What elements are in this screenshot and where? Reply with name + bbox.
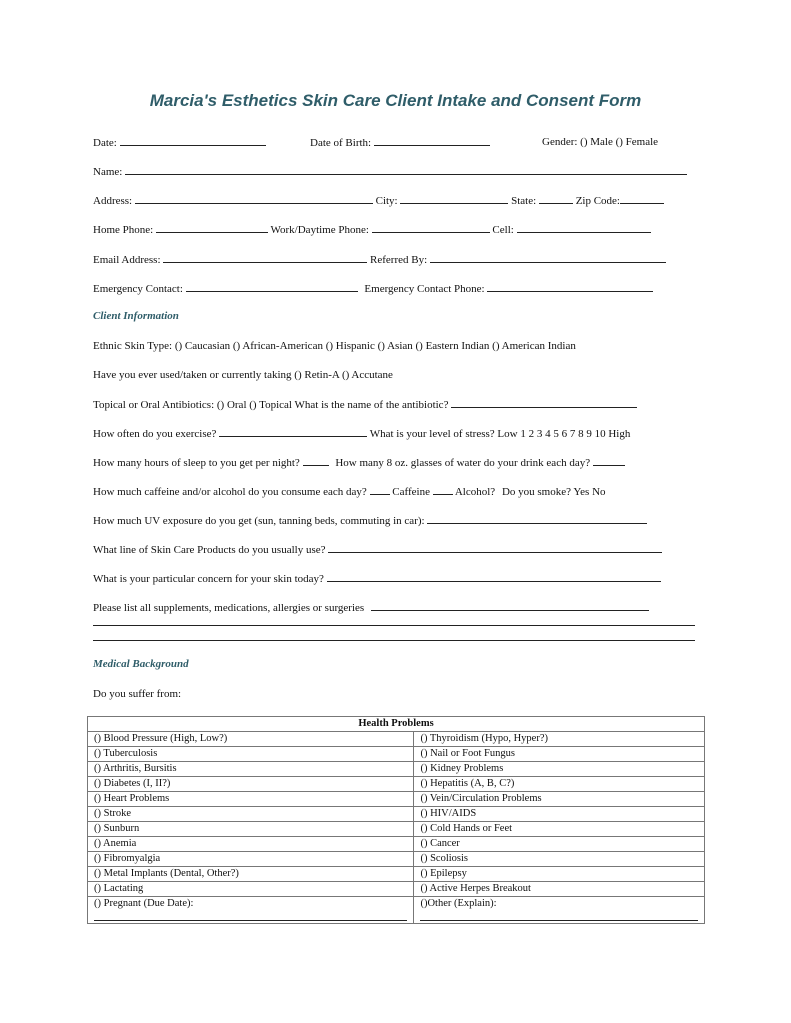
medical-heading: Medical Background bbox=[93, 658, 189, 670]
stress-scale[interactable]: What is your level of stress? Low 1 2 3 4 5 6 7 8 9 10 High bbox=[369, 428, 631, 440]
antibiotics-label: Topical or Oral Antibiotics: () Oral () Topical What is the name of the antibiotic? bbox=[93, 399, 449, 411]
health-problem-option-right[interactable]: () Scoliosis bbox=[414, 852, 705, 867]
health-problem-option-right[interactable]: () Hepatitis (A, B, C?) bbox=[414, 777, 705, 792]
table-row bbox=[88, 837, 705, 852]
row-phones bbox=[93, 222, 651, 237]
table-row bbox=[88, 747, 705, 762]
supplements-field[interactable] bbox=[371, 600, 649, 611]
uv-field[interactable] bbox=[427, 513, 647, 524]
row-antibiotics bbox=[93, 397, 637, 412]
row-caffeine bbox=[93, 484, 606, 499]
row-address bbox=[93, 193, 664, 208]
cell-label: Cell: bbox=[492, 224, 514, 236]
state-field[interactable] bbox=[539, 193, 573, 204]
table-row bbox=[88, 867, 705, 882]
table-row bbox=[88, 732, 705, 747]
row-supplements bbox=[93, 600, 649, 615]
home-phone-label: Home Phone: bbox=[93, 224, 154, 236]
health-problem-option-right[interactable]: () HIV/AIDS bbox=[414, 807, 705, 822]
health-problem-option-right[interactable]: () Epilepsy bbox=[414, 867, 705, 882]
health-problem-option-right[interactable]: () Kidney Problems bbox=[414, 762, 705, 777]
antibiotic-name-field[interactable] bbox=[451, 397, 637, 408]
health-problems-body bbox=[88, 732, 705, 924]
concern-field[interactable] bbox=[327, 571, 661, 582]
health-problem-option-right[interactable]: () Nail or Foot Fungus bbox=[414, 747, 705, 762]
smoke-question[interactable]: Do you smoke? Yes No bbox=[501, 486, 606, 498]
cell-field[interactable] bbox=[517, 222, 651, 233]
caffeine-field[interactable] bbox=[370, 484, 390, 495]
health-problem-label: () Pregnant (Due Date): bbox=[94, 898, 194, 909]
emergency-phone-field[interactable] bbox=[487, 281, 653, 292]
health-problem-option-left[interactable]: () Lactating bbox=[88, 882, 414, 897]
zip-label: Zip Code: bbox=[575, 195, 620, 207]
row-dob bbox=[310, 135, 490, 150]
table-header-row bbox=[88, 717, 705, 732]
uv-label: How much UV exposure do you get (sun, tanning beds, commuting in car): bbox=[93, 515, 425, 527]
suffer-label: Do you suffer from: bbox=[93, 688, 182, 700]
due-date-field[interactable] bbox=[94, 912, 407, 921]
health-problem-option-right[interactable]: () Vein/Circulation Problems bbox=[414, 792, 705, 807]
table-row bbox=[88, 762, 705, 777]
other-explain-field[interactable] bbox=[420, 912, 698, 921]
health-problem-option-right[interactable]: () Active Herpes Breakout bbox=[414, 882, 705, 897]
state-label: State: bbox=[511, 195, 537, 207]
row-emergency bbox=[93, 281, 653, 296]
caffeine-question: How much caffeine and/or alcohol do you consume each day? bbox=[93, 486, 367, 498]
health-problems-table bbox=[87, 716, 705, 924]
table-row bbox=[88, 882, 705, 897]
name-label: Name: bbox=[93, 166, 123, 178]
health-problem-option-left[interactable]: () Anemia bbox=[88, 837, 414, 852]
row-email bbox=[93, 252, 666, 267]
table-row bbox=[88, 852, 705, 867]
health-problem-label: ()Other (Explain): bbox=[420, 898, 497, 909]
ethnic-skin-type[interactable]: Ethnic Skin Type: () Caucasian () African-American () Hispanic () Asian () Eastern Indian () American Indian bbox=[93, 340, 576, 352]
address-label: Address: bbox=[93, 195, 133, 207]
table-row bbox=[88, 822, 705, 837]
health-problem-option-left[interactable]: () Metal Implants (Dental, Other?) bbox=[88, 867, 414, 882]
gender-options[interactable]: Gender: () Male () Female bbox=[542, 136, 659, 148]
work-phone-field[interactable] bbox=[372, 222, 490, 233]
products-field[interactable] bbox=[328, 542, 662, 553]
row-products bbox=[93, 542, 662, 557]
exercise-label: How often do you exercise? bbox=[93, 428, 217, 440]
row-concern bbox=[93, 571, 661, 586]
row-sleep bbox=[93, 455, 625, 470]
row-uv bbox=[93, 513, 647, 528]
dob-field[interactable] bbox=[374, 135, 490, 146]
row-name bbox=[93, 164, 687, 179]
dob-label: Date of Birth: bbox=[310, 137, 372, 149]
work-phone-label: Work/Daytime Phone: bbox=[270, 224, 369, 236]
city-label: City: bbox=[375, 195, 398, 207]
name-field[interactable] bbox=[125, 164, 687, 175]
table-row bbox=[88, 807, 705, 822]
alcohol-label: Alcohol? bbox=[454, 486, 496, 498]
caffeine-label: Caffeine bbox=[392, 486, 430, 498]
products-label: What line of Skin Care Products do you usually use? bbox=[93, 544, 326, 556]
health-problem-option-right[interactable]: () Thyroidism (Hypo, Hyper?) bbox=[414, 732, 705, 747]
concern-label: What is your particular concern for your skin today? bbox=[93, 573, 324, 585]
table-row bbox=[88, 792, 705, 807]
water-label: How many 8 oz. glasses of water do your drink each day? bbox=[335, 457, 591, 469]
health-problem-option-left[interactable]: () Diabetes (I, II?) bbox=[88, 777, 414, 792]
date-field[interactable] bbox=[120, 135, 266, 146]
supplements-line-2[interactable] bbox=[93, 625, 695, 626]
referred-label: Referred By: bbox=[370, 254, 428, 266]
email-label: Email Address: bbox=[93, 254, 161, 266]
health-problem-option-left[interactable]: () Tuberculosis bbox=[88, 747, 414, 762]
health-problem-option-left[interactable]: () Stroke bbox=[88, 807, 414, 822]
health-problem-option-left[interactable]: () Arthritis, Bursitis bbox=[88, 762, 414, 777]
date-label: Date: bbox=[93, 137, 117, 149]
alcohol-field[interactable] bbox=[433, 484, 453, 495]
address-field[interactable] bbox=[135, 193, 373, 204]
emergency-phone-label: Emergency Contact Phone: bbox=[364, 283, 485, 295]
emergency-contact-field[interactable] bbox=[186, 281, 358, 292]
retin-accutane[interactable]: Have you ever used/taken or currently taking () Retin-A () Accutane bbox=[93, 369, 393, 381]
health-problem-option-left[interactable]: () Sunburn bbox=[88, 822, 414, 837]
row-date bbox=[93, 135, 266, 150]
health-problem-option-left[interactable]: () Blood Pressure (High, Low?) bbox=[88, 732, 414, 747]
form-title: Marcia's Esthetics Skin Care Client Intake and Consent Form bbox=[149, 91, 642, 110]
city-field[interactable] bbox=[400, 193, 508, 204]
sleep-field[interactable] bbox=[303, 455, 329, 466]
client-info-heading: Client Information bbox=[93, 310, 179, 322]
supplements-label: Please list all supplements, medications, allergies or surgeries bbox=[93, 602, 365, 614]
zip-field[interactable] bbox=[620, 193, 664, 204]
health-problem-option-right[interactable] bbox=[414, 897, 705, 924]
health-problem-option-left[interactable]: () Fibromyalgia bbox=[88, 852, 414, 867]
table-row bbox=[88, 777, 705, 792]
home-phone-field[interactable] bbox=[156, 222, 268, 233]
referred-field[interactable] bbox=[430, 252, 666, 263]
health-problem-option-right[interactable]: () Cold Hands or Feet bbox=[414, 822, 705, 837]
row-exercise bbox=[93, 426, 630, 441]
emergency-contact-label: Emergency Contact: bbox=[93, 283, 183, 295]
sleep-label: How many hours of sleep to you get per night? bbox=[93, 457, 300, 469]
health-problems-header: Health Problems bbox=[88, 717, 705, 732]
health-problem-option-left[interactable]: () Heart Problems bbox=[88, 792, 414, 807]
supplements-line-3[interactable] bbox=[93, 640, 695, 641]
exercise-field[interactable] bbox=[219, 426, 367, 437]
email-field[interactable] bbox=[163, 252, 367, 263]
health-problem-option-right[interactable]: () Cancer bbox=[414, 837, 705, 852]
table-row bbox=[88, 897, 705, 924]
water-field[interactable] bbox=[593, 455, 625, 466]
health-problem-option-left[interactable] bbox=[88, 897, 414, 924]
